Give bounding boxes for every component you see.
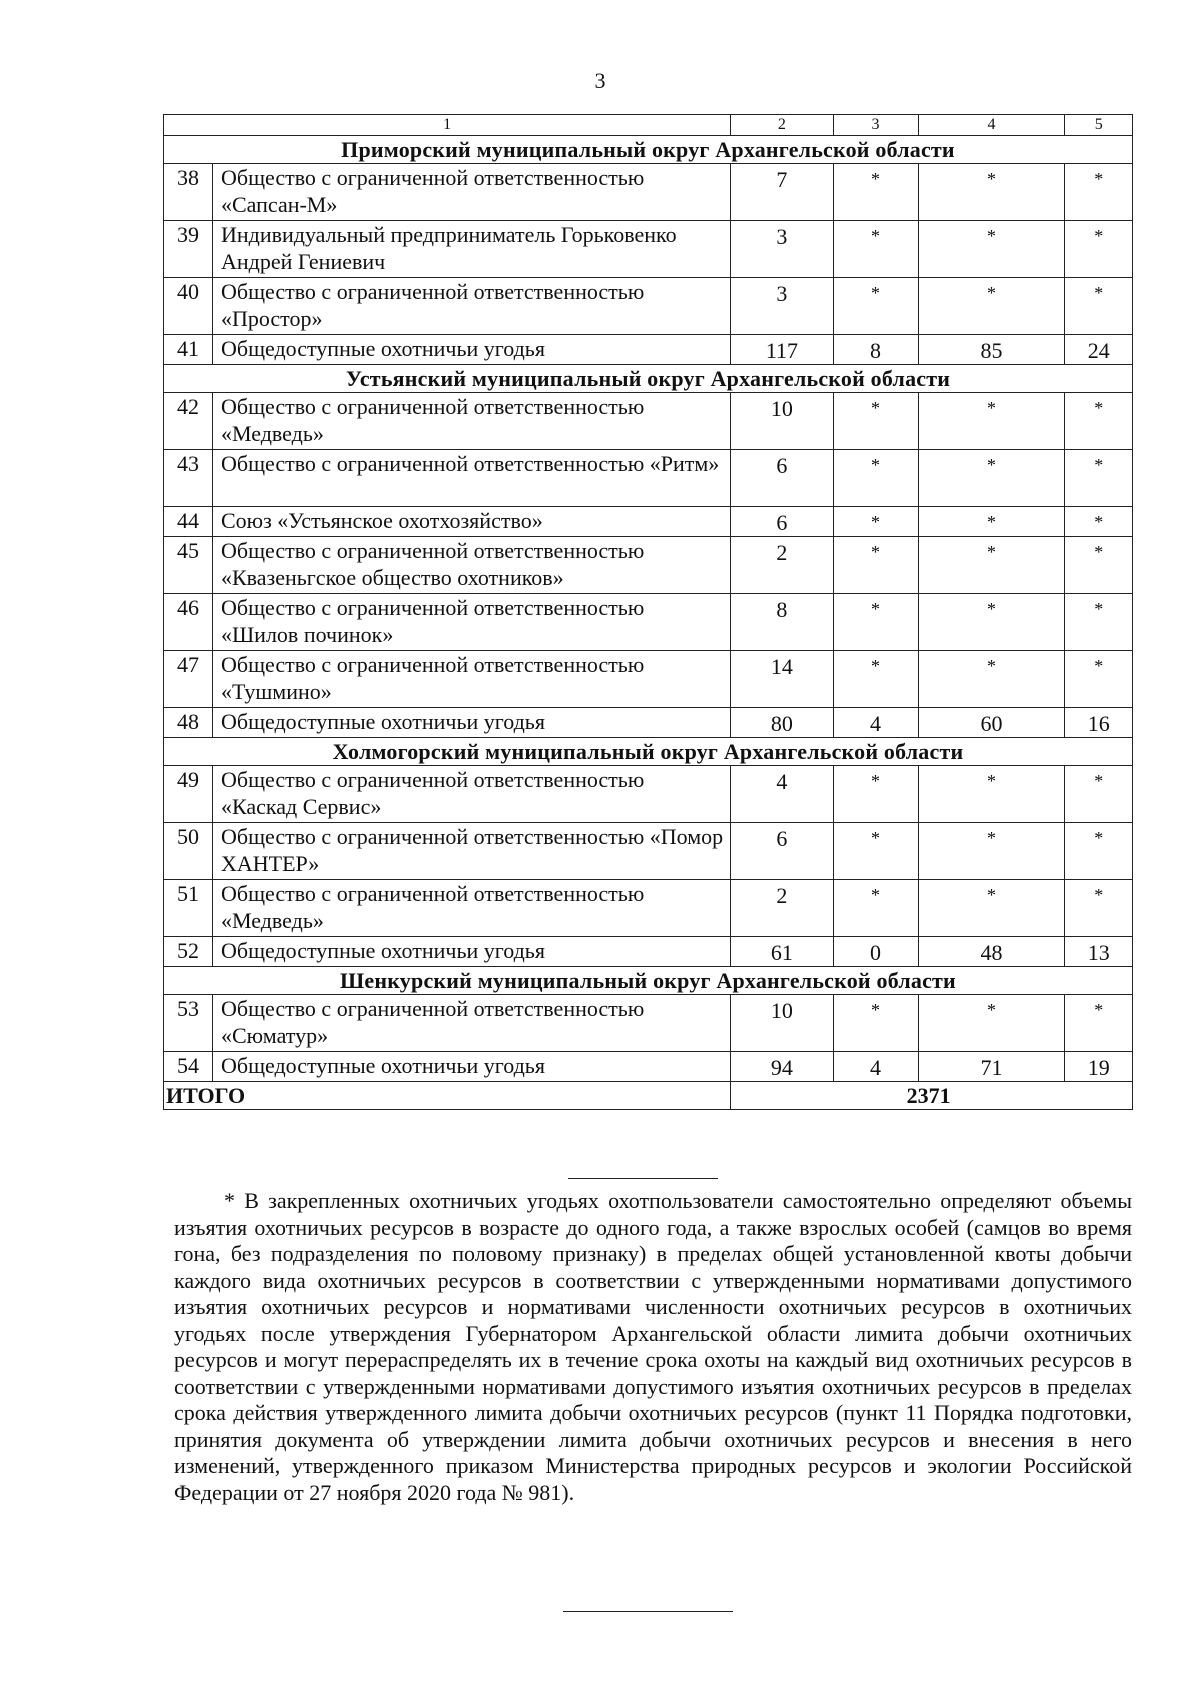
- row-number: 54: [164, 1052, 213, 1082]
- row-col4: 48: [918, 937, 1065, 967]
- row-name: Общество с ограниченной ответственностью «Сюматур»: [212, 995, 730, 1052]
- row-col2: 94: [731, 1052, 833, 1082]
- row-name: Союз «Устьянское охотхозяйство»: [212, 507, 730, 537]
- row-col4: *: [918, 221, 1065, 278]
- column-header-1: 1: [164, 115, 731, 136]
- row-number: 44: [164, 507, 213, 537]
- row-col4: *: [918, 164, 1065, 221]
- column-header-4: 4: [918, 115, 1065, 136]
- column-header-5: 5: [1065, 115, 1133, 136]
- column-header-2: 2: [731, 115, 833, 136]
- row-col2: 117: [731, 335, 833, 365]
- row-number: 41: [164, 335, 213, 365]
- row-col2: 6: [731, 823, 833, 880]
- row-name: Общедоступные охотничьи угодья: [212, 937, 730, 967]
- row-col3: *: [833, 880, 918, 937]
- table-row: [164, 221, 1133, 278]
- row-col3: *: [833, 651, 918, 708]
- row-col4: *: [918, 393, 1065, 450]
- page-number: 3: [594, 68, 606, 93]
- row-col5: *: [1065, 995, 1133, 1052]
- row-col5: *: [1065, 278, 1133, 335]
- row-col2: 2: [731, 537, 833, 594]
- row-col3: *: [833, 278, 918, 335]
- row-col4: *: [918, 450, 1065, 507]
- row-col3: 4: [833, 708, 918, 738]
- table-row: [164, 937, 1133, 967]
- row-name: Общество с ограниченной ответственностью «Шилов починок»: [212, 594, 730, 651]
- row-col5: *: [1065, 393, 1133, 450]
- row-col4: 71: [918, 1052, 1065, 1082]
- table-row: [164, 1052, 1133, 1082]
- row-col5: *: [1065, 221, 1133, 278]
- row-col2: 61: [731, 937, 833, 967]
- row-col3: *: [833, 766, 918, 823]
- row-col5: *: [1065, 766, 1133, 823]
- row-name: Общество с ограниченной ответственностью «Простор»: [212, 278, 730, 335]
- footnote: * В закрепленных охотничьих угодьях охотпользователи самостоятельно определяют объемы изъятия охотничьих ресурсов в возрасте до одного года, а также взрослых особей (самцов во время гона, без подразделения по половому признаку) в пределах общей установленной квоты добычи каждого вида охотничьих ресурсов в соответствии с утвержденными нормативами допустимого изъятия охотничьих ресурсов и нормативами численности охотничьих ресурсов в охотничьих угодьях после утверждения Губернатором Архангельской области лимита добычи охотничьих ресурсов и могут перераспределять их в течение срока охоты на каждый вид охотничьих ресурсов в соответствии с утвержденными нормативами допустимого изъятия охотничьих ресурсов в пределах срока действия утвержденного лимита добычи охотничьих ресурсов (пункт 11 Порядка подготовки, принятия документа об утверждении лимита добычи охотничьих ресурсов и внесения в него изменений, утвержденного приказом Министерства природных ресурсов и экологии Российской Федерации от 27 ноября 2020 года № 981).: [174, 1188, 1132, 1505]
- row-col4: *: [918, 995, 1065, 1052]
- quota-table-body: [164, 115, 1133, 1110]
- quota-table: [163, 114, 1133, 1110]
- row-col4: 60: [918, 708, 1065, 738]
- row-name: Общество с ограниченной ответственностью «Ритм»: [212, 450, 730, 507]
- row-col2: 80: [731, 708, 833, 738]
- row-col2: 10: [731, 995, 833, 1052]
- row-col5: *: [1065, 450, 1133, 507]
- row-name: Общество с ограниченной ответственностью «Помор ХАНТЕР»: [212, 823, 730, 880]
- district-row: [164, 365, 1133, 393]
- row-col5: *: [1065, 823, 1133, 880]
- district-title: Устьянский муниципальный округ Архангельской области: [164, 365, 1133, 393]
- row-col5: *: [1065, 880, 1133, 937]
- table-row: [164, 766, 1133, 823]
- row-col2: 8: [731, 594, 833, 651]
- row-number: 52: [164, 937, 213, 967]
- row-col3: *: [833, 393, 918, 450]
- row-number: 53: [164, 995, 213, 1052]
- table-row: [164, 651, 1133, 708]
- table-row: [164, 708, 1133, 738]
- table-row: [164, 450, 1133, 507]
- row-col5: *: [1065, 537, 1133, 594]
- row-col5: 16: [1065, 708, 1133, 738]
- table-row: [164, 164, 1133, 221]
- row-name: Общество с ограниченной ответственностью «Каскад Сервис»: [212, 766, 730, 823]
- row-name: Общество с ограниченной ответственностью «Сапсан-М»: [212, 164, 730, 221]
- row-number: 38: [164, 164, 213, 221]
- row-col2: 6: [731, 507, 833, 537]
- row-col3: *: [833, 995, 918, 1052]
- table-row: [164, 995, 1133, 1052]
- row-col5: *: [1065, 507, 1133, 537]
- row-col3: *: [833, 450, 918, 507]
- column-header-3: 3: [833, 115, 918, 136]
- district-title: Холмогорский муниципальный округ Архангельской области: [164, 738, 1133, 766]
- row-name: Общество с ограниченной ответственностью «Квазеньгское общество охотников»: [212, 537, 730, 594]
- row-col5: *: [1065, 164, 1133, 221]
- row-number: 51: [164, 880, 213, 937]
- total-value: 2371: [731, 1082, 1133, 1110]
- row-col3: 8: [833, 335, 918, 365]
- row-col3: *: [833, 594, 918, 651]
- row-number: 39: [164, 221, 213, 278]
- row-col4: *: [918, 507, 1065, 537]
- table-row: [164, 537, 1133, 594]
- row-number: 48: [164, 708, 213, 738]
- row-name: Общество с ограниченной ответственностью «Медведь»: [212, 393, 730, 450]
- table-row: [164, 335, 1133, 365]
- row-number: 45: [164, 537, 213, 594]
- row-col3: 0: [833, 937, 918, 967]
- row-name: Общество с ограниченной ответственностью «Тушмино»: [212, 651, 730, 708]
- row-number: 50: [164, 823, 213, 880]
- total-label: ИТОГО: [164, 1082, 731, 1110]
- row-col3: *: [833, 507, 918, 537]
- row-col4: 85: [918, 335, 1065, 365]
- row-number: 47: [164, 651, 213, 708]
- row-name: Общество с ограниченной ответственностью «Медведь»: [212, 880, 730, 937]
- table-header-row: [164, 115, 1133, 136]
- row-col2: 2: [731, 880, 833, 937]
- table-row: [164, 880, 1133, 937]
- row-number: 43: [164, 450, 213, 507]
- district-row: [164, 738, 1133, 766]
- district-row: [164, 967, 1133, 995]
- row-col4: *: [918, 594, 1065, 651]
- row-col5: *: [1065, 594, 1133, 651]
- row-col2: 3: [731, 278, 833, 335]
- row-number: 46: [164, 594, 213, 651]
- end-divider: [563, 1611, 733, 1612]
- row-col2: 10: [731, 393, 833, 450]
- row-col3: *: [833, 164, 918, 221]
- district-title: Шенкурский муниципальный округ Архангельской области: [164, 967, 1133, 995]
- row-col5: 13: [1065, 937, 1133, 967]
- row-col4: *: [918, 880, 1065, 937]
- row-name: Индивидуальный предприниматель Горьковенко Андрей Гениевич: [212, 221, 730, 278]
- row-name: Общедоступные охотничьи угодья: [212, 1052, 730, 1082]
- row-col4: *: [918, 766, 1065, 823]
- footnote-divider: [568, 1178, 718, 1179]
- row-name: Общедоступные охотничьи угодья: [212, 708, 730, 738]
- table-row: [164, 507, 1133, 537]
- row-col3: *: [833, 221, 918, 278]
- row-col4: *: [918, 278, 1065, 335]
- row-col3: *: [833, 823, 918, 880]
- row-col2: 14: [731, 651, 833, 708]
- row-number: 40: [164, 278, 213, 335]
- row-col3: 4: [833, 1052, 918, 1082]
- row-col2: 4: [731, 766, 833, 823]
- row-number: 42: [164, 393, 213, 450]
- row-number: 49: [164, 766, 213, 823]
- row-col4: *: [918, 823, 1065, 880]
- row-col4: *: [918, 651, 1065, 708]
- table-row: [164, 278, 1133, 335]
- row-col2: 3: [731, 221, 833, 278]
- table-row: [164, 393, 1133, 450]
- row-col5: 19: [1065, 1052, 1133, 1082]
- row-col5: *: [1065, 651, 1133, 708]
- table-row: [164, 823, 1133, 880]
- row-col2: 6: [731, 450, 833, 507]
- row-name: Общедоступные охотничьи угодья: [212, 335, 730, 365]
- total-row: [164, 1082, 1133, 1110]
- row-col3: *: [833, 537, 918, 594]
- row-col2: 7: [731, 164, 833, 221]
- row-col5: 24: [1065, 335, 1133, 365]
- row-col4: *: [918, 537, 1065, 594]
- table-row: [164, 594, 1133, 651]
- district-title: Приморский муниципальный округ Архангельской области: [164, 136, 1133, 164]
- district-row: [164, 136, 1133, 164]
